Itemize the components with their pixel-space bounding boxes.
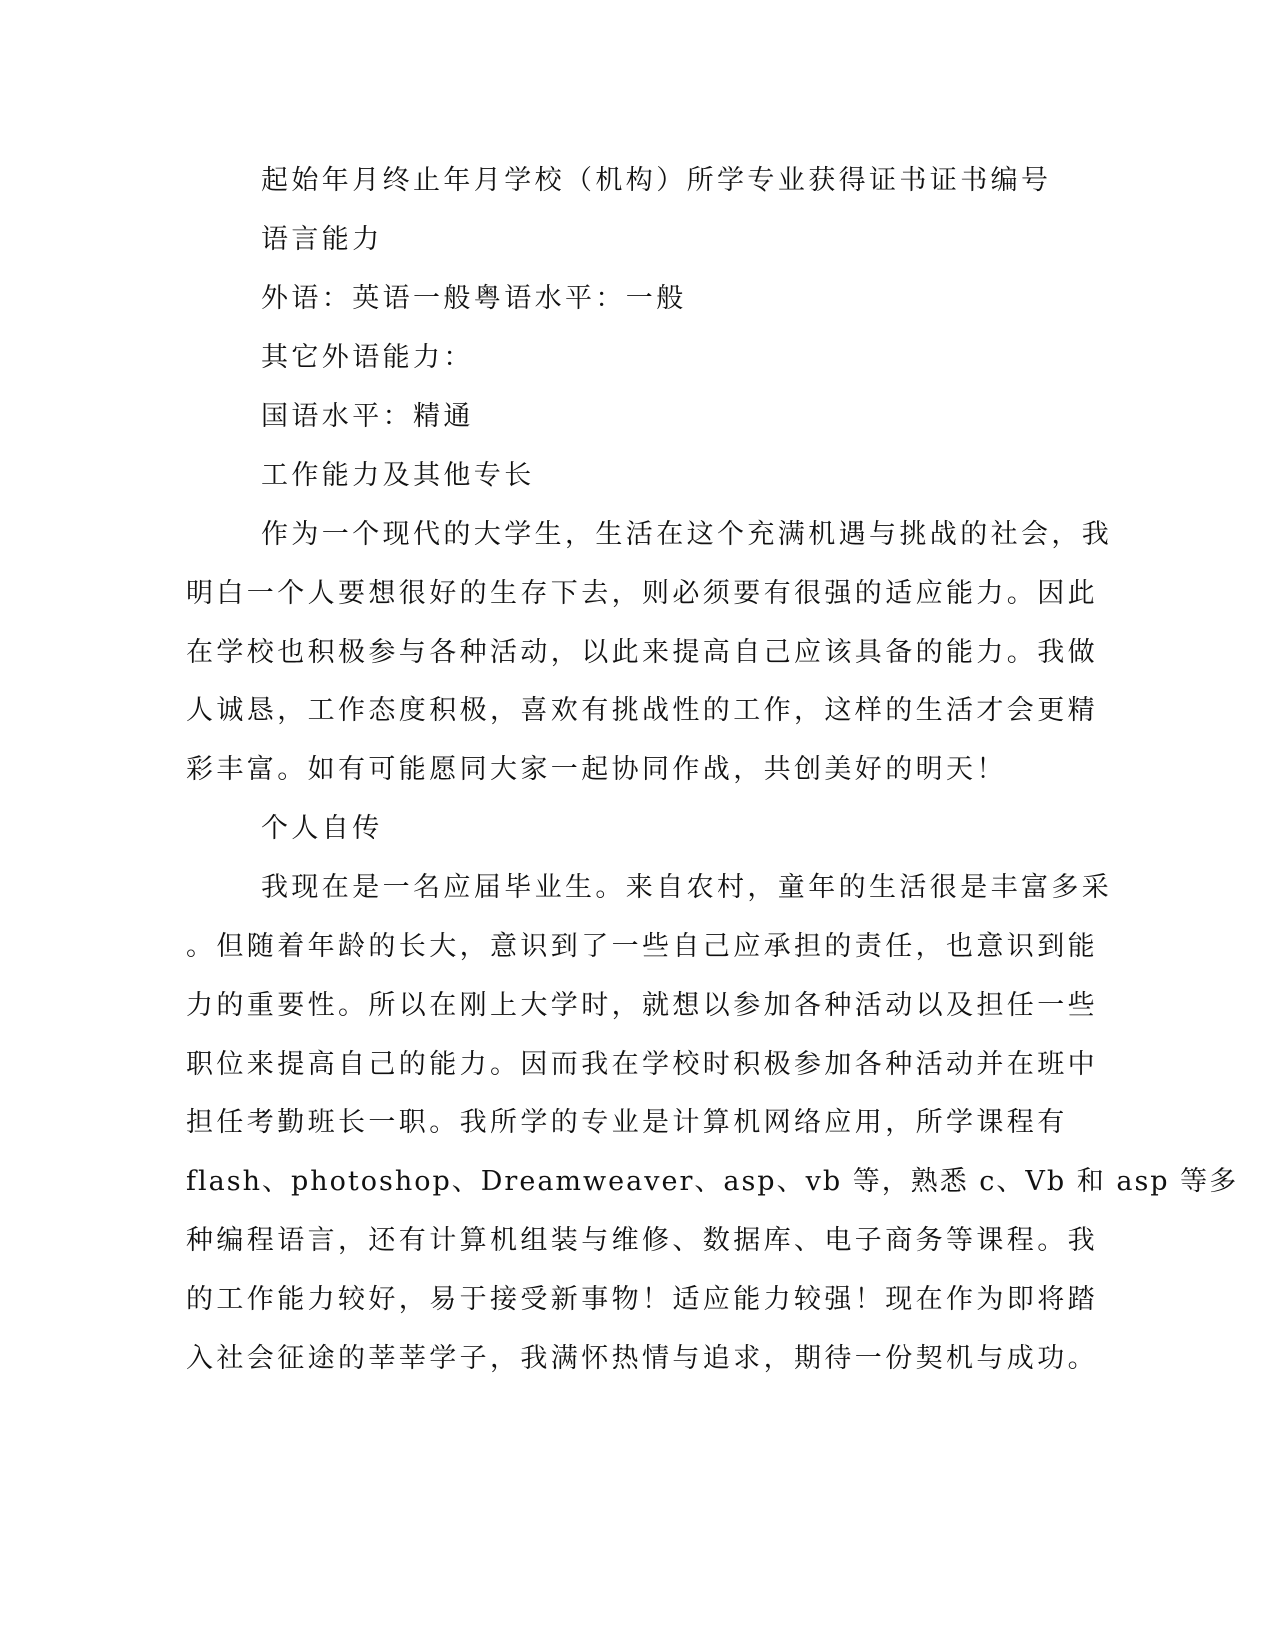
paragraph-line: 明白一个人要想很好的生存下去，则必须要有很强的适应能力。因此 (186, 578, 1098, 609)
section-heading-autobiography: 个人自传 (261, 813, 383, 844)
paragraph-line: 在学校也积极参与各种活动，以此来提高自己应该具备的能力。我做 (186, 637, 1098, 668)
table-header-line: 起始年月终止年月学校（机构）所学专业获得证书证书编号 (261, 165, 1052, 196)
paragraph-line: 种编程语言，还有计算机组装与维修、数据库、电子商务等课程。我 (186, 1225, 1098, 1256)
paragraph-line: 力的重要性。所以在刚上大学时，就想以参加各种活动以及担任一些 (186, 990, 1098, 1021)
paragraph-line: 的工作能力较好，易于接受新事物！适应能力较强！现在作为即将踏 (186, 1284, 1098, 1315)
text-line: 外语：英语一般粤语水平：一般 (261, 283, 687, 314)
paragraph-line: flash、photoshop、Dreamweaver、asp、vb 等，熟悉 c、Vb 和 asp 等多 (186, 1166, 1239, 1197)
text-line: 国语水平：精通 (261, 401, 474, 432)
section-heading-skills: 工作能力及其他专长 (261, 460, 535, 491)
paragraph-line: 入社会征途的莘莘学子，我满怀热情与追求，期待一份契机与成功。 (186, 1343, 1098, 1374)
paragraph-line: 彩丰富。如有可能愿同大家一起协同作战，共创美好的明天！ (186, 754, 1007, 785)
section-heading-language: 语言能力 (261, 224, 383, 255)
paragraph-line: 我现在是一名应届毕业生。来自农村，童年的生活很是丰富多采 (261, 872, 1113, 903)
paragraph-line: 职位来提高自己的能力。因而我在学校时积极参加各种活动并在班中 (186, 1049, 1098, 1080)
text-line: 其它外语能力： (261, 342, 474, 373)
paragraph-line: 人诚恳，工作态度积极，喜欢有挑战性的工作，这样的生活才会更精 (186, 695, 1098, 726)
paragraph-line: 作为一个现代的大学生，生活在这个充满机遇与挑战的社会，我 (261, 519, 1113, 550)
paragraph-line: 担任考勤班长一职。我所学的专业是计算机网络应用，所学课程有 (186, 1107, 1068, 1138)
paragraph-line: 。但随着年龄的长大，意识到了一些自己应承担的责任，也意识到能 (186, 931, 1098, 962)
